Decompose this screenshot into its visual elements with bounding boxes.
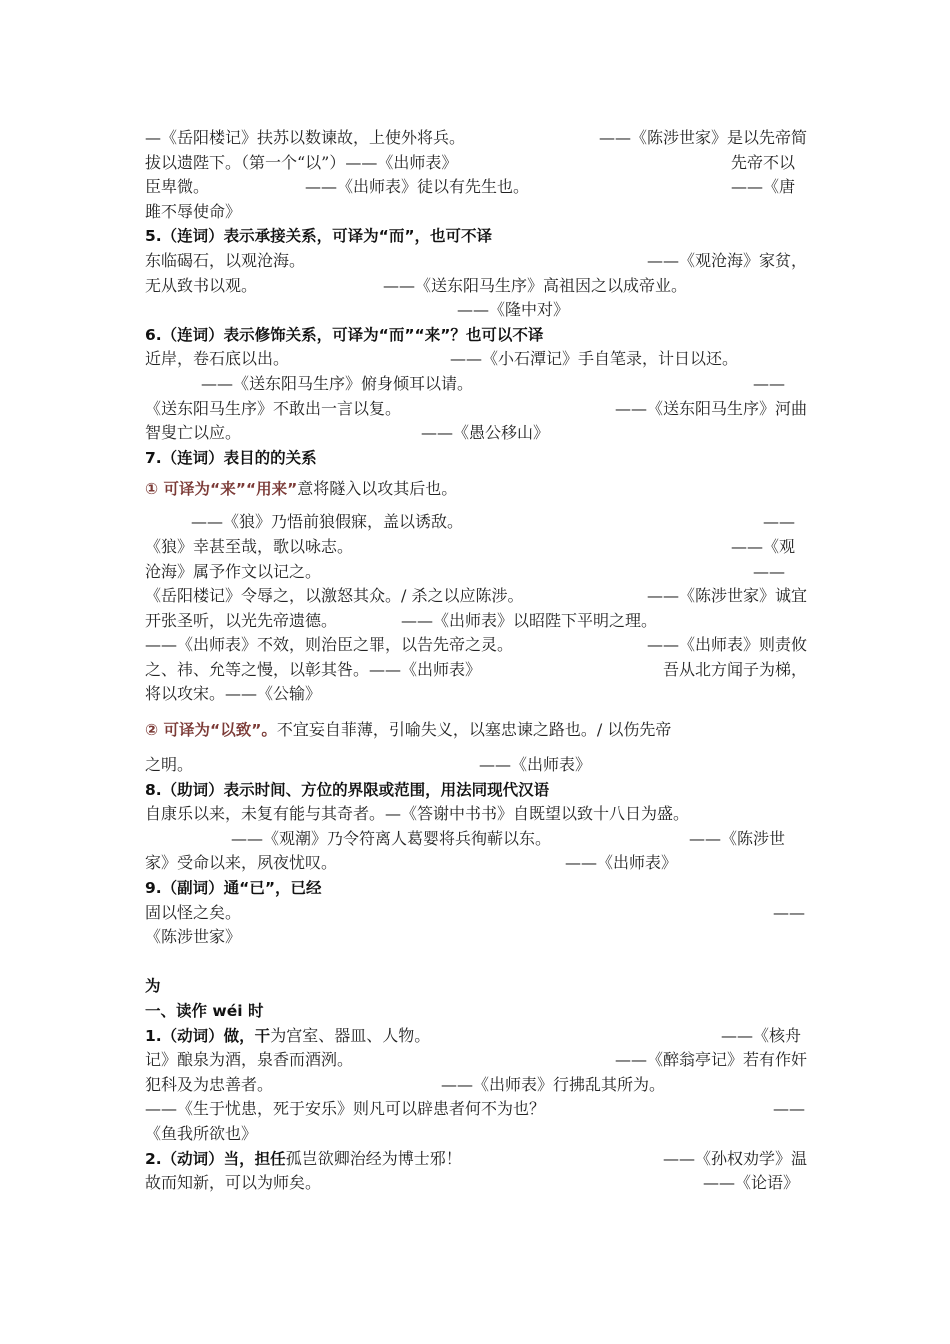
text-line (145, 827, 807, 852)
text-segment: ——《小石潭记》手自笔录，计日以还。 (450, 349, 739, 369)
text-segment: 吾从北方闻子为梯， (662, 659, 807, 679)
text-line (145, 298, 807, 323)
text-segment: ——《狼》乃悟前狼假寐，盖以诱敌。 (191, 512, 464, 532)
text-line (145, 1147, 807, 1172)
text-line (145, 633, 807, 658)
text-line (145, 151, 807, 176)
text-line (145, 397, 807, 422)
text-line (145, 851, 807, 876)
text-segment: ——《出师表》徒以有先生也。 (305, 177, 530, 197)
text-segment: 拔以遗陛下。（第一个“以”）——《出师表》 (145, 152, 458, 172)
heading-wei-reading: 一、读作 wéi 时 (145, 1002, 264, 1020)
text-segment: 《狼》幸甚至哉，歌以咏志。 (145, 536, 354, 556)
text-segment: 家》受命以来，夙夜忧叹。 (145, 853, 338, 873)
text-segment: 东临碣石，以观沧海。 (145, 250, 306, 270)
text-segment: —— (773, 902, 805, 922)
text-line (145, 372, 807, 397)
text-segment: ——《论语》 (702, 1173, 799, 1193)
text-line (145, 658, 807, 683)
text-line (145, 175, 807, 200)
text-segment: 故而知新，可以为师矣。 (145, 1173, 322, 1193)
heading-5: 5.（连词）表示承接关系，可译为“而”，也可不译 (145, 227, 493, 246)
text-segment: ——《观潮》乃令符离人葛婴将兵徇蕲以东。 (231, 828, 552, 848)
subheading-7a: ① 可译为“来”“用来” (145, 480, 298, 499)
text-segment: ——《出师表》 (479, 755, 592, 775)
text-line (145, 925, 807, 950)
section-title-wei: 为 (145, 977, 161, 996)
text-segment: —— (753, 373, 785, 393)
subheading-7b: ② 可译为“以致”。 (145, 721, 277, 740)
heading-8: 8.（助词）表示时间、方位的界限或范围，用法同现代汉语 (145, 780, 550, 799)
text-segment: 《岳阳楼记》令辱之，以激怒其众。/ 杀之以应陈涉。 (145, 586, 524, 606)
text-segment: ——《孙权劝学》温 (662, 1148, 807, 1168)
text-line (145, 1073, 807, 1098)
text-segment: 为宫室、器皿、人物。 (270, 1025, 431, 1045)
text-segment: 将以攻宋。——《公输》 (145, 684, 322, 704)
text-segment: 近岸，卷石底以出。 (145, 349, 290, 369)
text-segment: 沧海》属予作文以记之。 (145, 561, 322, 581)
text-line (145, 421, 807, 446)
text-line (145, 1171, 807, 1196)
heading-wei-2: 2.（动词）当，担任 (145, 1149, 286, 1168)
text-segment: ——《出师表》以昭陛下平明之理。 (401, 610, 658, 630)
text-line (145, 510, 807, 535)
text-segment: ——《出师表》 (565, 853, 678, 873)
document-body (145, 126, 807, 1196)
text-segment: ——《生于忧患，死于安乐》则凡可以辟患者何不为也？ (145, 1099, 546, 1119)
text-segment: 智叟亡以应。 (145, 423, 242, 443)
text-line (145, 249, 807, 274)
text-line (145, 802, 807, 827)
text-line (145, 609, 807, 634)
heading-wei-1: 1.（动词）做，干 (145, 1026, 271, 1045)
text-segment: ——《陈涉世家》诚宜 (646, 586, 807, 606)
text-segment: ——《送东阳马生序》高祖因之以成帝业。 (383, 275, 688, 295)
text-segment: 《陈涉世家》 (145, 927, 242, 947)
text-segment: 自康乐以来，未复有能与其奇者。—《答谢中书书》自既望以致十八日为盛。 (145, 804, 690, 824)
text-segment: 雎不辱使命》 (145, 201, 242, 221)
text-line (145, 535, 807, 560)
text-segment: ——《观沧海》家贫， (646, 250, 807, 270)
text-segment: 臣卑微。 (145, 177, 210, 197)
heading-9: 9.（副词）通“已”，已经 (145, 879, 322, 898)
heading-7: 7.（连词）表目的的关系 (145, 448, 317, 467)
text-segment: 固以怪之矣。 (145, 902, 242, 922)
text-line (145, 753, 807, 778)
text-line (145, 347, 807, 372)
text-segment: ——《出师表》行拂乱其所为。 (441, 1074, 666, 1094)
text-segment: 之、祎、允等之慢，以彰其咎。——《出师表》 (145, 659, 482, 679)
text-segment: 《鱼我所欲也》 (145, 1123, 258, 1143)
text-line (145, 1048, 807, 1073)
heading-6: 6.（连词）表示修饰关系，可译为“而”“来”？也可以不译 (145, 325, 544, 344)
text-line (145, 1097, 807, 1122)
text-line (145, 682, 807, 707)
text-segment: 开张圣听，以光先帝遗德。 (145, 610, 338, 630)
text-segment: 不宜妄自菲薄，引喻失义，以塞忠谏之路也。/ 以伤先帝 (276, 720, 672, 740)
text-segment: ——《出师表》则责攸 (646, 635, 807, 655)
text-segment: 犯科及为忠善者。 (145, 1074, 274, 1094)
text-segment: ——《送东阳马生序》俯身倾耳以请。 (201, 373, 474, 393)
text-segment: ——《陈涉世 (688, 828, 785, 848)
text-line (145, 274, 807, 299)
text-line (145, 584, 807, 609)
text-segment: ——《核舟 (720, 1025, 801, 1045)
text-segment: ——《观 (730, 536, 795, 556)
text-segment: 意将隧入以攻其后也。 (297, 479, 458, 499)
text-line (145, 126, 807, 151)
text-segment: 孤岂欲卿治经为博士邪！ (285, 1148, 462, 1168)
text-segment: —— (763, 512, 795, 532)
text-segment: —— (773, 1099, 805, 1119)
text-line (145, 1024, 807, 1049)
spacer (145, 950, 807, 975)
text-segment: ——《唐 (730, 177, 795, 197)
text-line (145, 1122, 807, 1147)
text-segment: 先帝不以 (730, 152, 795, 172)
text-segment: ——《出师表》不效，则治臣之罪，以告先帝之灵。 (145, 635, 514, 655)
text-segment: 记》酿泉为酒，泉香而酒洌。 (145, 1050, 354, 1070)
text-segment: ——《隆中对》 (457, 300, 570, 320)
text-segment: ——《陈涉世家》是以先帝简 (598, 128, 807, 147)
text-segment: ——《愚公移山》 (421, 423, 550, 443)
text-line (145, 470, 807, 508)
text-segment: ——《送东阳马生序》河曲 (614, 398, 807, 418)
text-line (145, 901, 807, 926)
text-segment: 无从致书以观。 (145, 275, 258, 295)
text-segment: 之明。 (145, 755, 194, 775)
text-segment: ——《醉翁亭记》若有作奸 (614, 1050, 807, 1070)
text-segment: —《岳阳楼记》扶苏以数谏故，上使外将兵。 (145, 128, 466, 147)
text-segment: —— (753, 561, 785, 581)
text-line (145, 200, 807, 225)
text-line (145, 560, 807, 585)
text-segment: 《送东阳马生序》不敢出一言以复。 (145, 398, 402, 418)
text-line (145, 711, 807, 749)
